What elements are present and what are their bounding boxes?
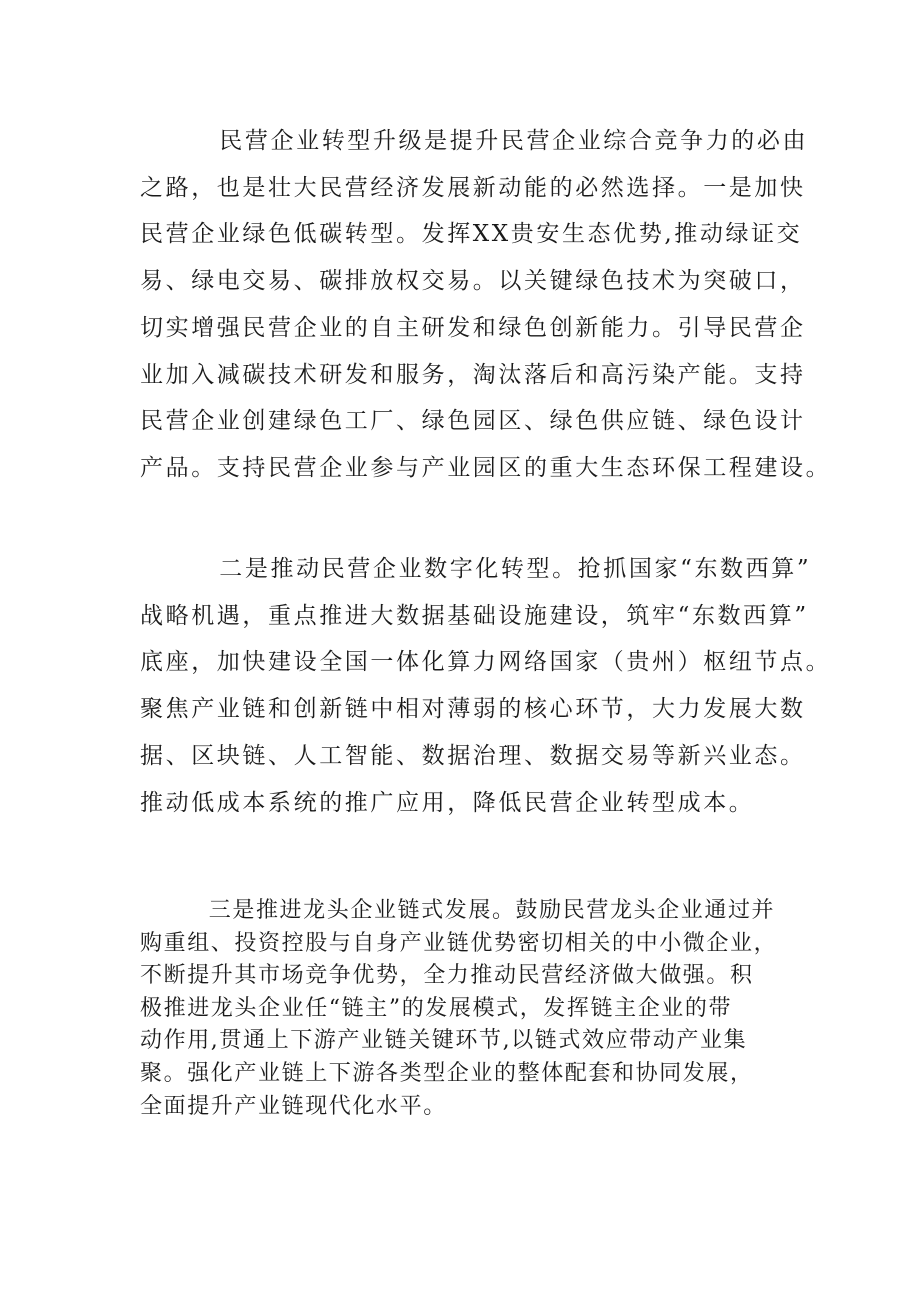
text-line: 三是推进龙头企业链式发展。鼓励民营龙头企业通过并 — [140, 898, 776, 923]
text-line: 易、绿电交易、碳排放权交易。以关键绿色技术为突破口， — [140, 268, 806, 295]
text-line: 底座，加快建设全国一体化算力网络国家（贵州）枢纽节点。 — [140, 649, 832, 676]
text-line: 业加入减碳技术研发和服务，淘汰落后和高污染产能。支持 — [140, 361, 806, 388]
text-line: 据、区块链、人工智能、数据治理、数据交易等新兴业态。 — [140, 742, 806, 769]
text-line: 聚焦产业链和创新链中相对薄弱的核心环节，大力发展大数 — [140, 696, 806, 723]
text-line: 全面提升产业链现代化水平。 — [140, 1093, 447, 1119]
paragraph-digital-transformation — [140, 546, 832, 826]
text-line: 切实增强民营企业的自主研发和绿色创新能力。引导民营企 — [140, 314, 806, 341]
text-line: 购重组、投资控股与自身产业链优势密切相关的中小微企业， — [140, 930, 778, 956]
text-line: 极推进龙头企业任“链主”的发展模式，发挥链主企业的带 — [140, 995, 733, 1021]
text-line: 民营企业创建绿色工厂、绿色园区、绿色供应链、绿色设计 — [140, 408, 806, 435]
paragraph-chain-development — [140, 895, 800, 1123]
text-line: 二是推动民营企业数字化转型。抢抓国家“东数西算” — [140, 556, 812, 582]
text-line: 之路，也是壮大民营经济发展新动能的必然选择。一是加快 — [140, 174, 806, 201]
text-line: 推动低成本系统的推广应用，降低民营企业转型成本。 — [140, 789, 755, 816]
text-line: 产品。支持民营企业参与产业园区的重大生态环保工程建设。 — [140, 454, 832, 481]
text-line: 聚。强化产业链上下游各类型企业的整体配套和协同发展， — [140, 1060, 754, 1086]
text-line: 动作用,贯通上下游产业链关键环节,以链式效应带动产业集 — [140, 1028, 748, 1054]
text-line: 战略机遇，重点推进大数据基础设施建设，筑牢“东数西算” — [140, 602, 809, 629]
text-line: 民营企业转型升级是提升民营企业综合竞争力的必由 — [140, 128, 809, 154]
text-line: 民营企业绿色低碳转型。发挥XX贵安生态优势,推动绿证交 — [140, 221, 803, 248]
text-line: 不断提升其市场竞争优势，全力推动民营经济做大做强。积 — [140, 963, 754, 989]
paragraph-green-transformation — [140, 118, 832, 492]
